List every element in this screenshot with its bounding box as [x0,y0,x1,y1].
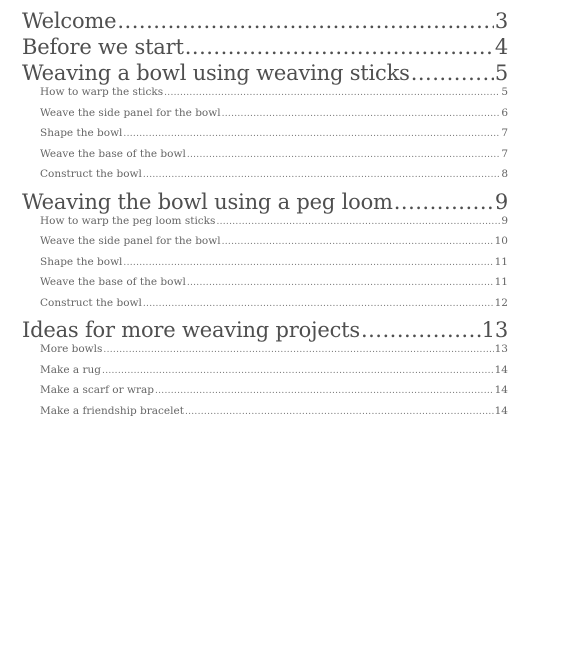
toc-entry-title: Weave the base of the bowl [40,276,186,288]
toc-page-number: 5 [501,86,508,98]
toc-entry-title: Before we start [22,35,184,59]
toc-page-number: 4 [494,35,508,59]
toc-chapter-peg-loom[interactable] [22,189,508,215]
toc-section[interactable] [22,127,508,148]
toc-section[interactable] [22,148,508,169]
dot-leader [361,317,481,343]
toc-section[interactable] [22,168,508,189]
dot-leader [187,277,494,290]
toc-section[interactable] [22,343,508,364]
toc-entry-title: How to warp the peg loom sticks [40,214,216,227]
dot-leader [117,8,493,34]
toc-chapter-welcome[interactable] [22,8,508,34]
toc-entry-title: Shape the bowl [40,127,123,139]
toc-page-number: 11 [494,276,508,288]
toc-entry-title: Make a scarf or wrap [40,384,154,396]
toc-entry-title: Construct the bowl [40,168,142,180]
toc-section[interactable] [22,276,508,297]
toc-page-number: 14 [494,384,508,396]
dot-leader [394,189,494,215]
dot-leader [187,149,500,162]
toc-chapter-before-we-start[interactable] [22,34,508,60]
dot-leader [103,344,493,357]
toc-entry-title: Weaving the bowl using a peg loom [22,189,393,214]
toc-entry-title: Shape the bowl [40,255,123,268]
toc-section[interactable] [22,235,508,256]
dot-leader [222,108,501,121]
dot-leader [123,257,493,270]
toc-section[interactable] [22,107,508,128]
toc-page-number: 9 [501,214,508,227]
toc-section[interactable] [22,405,508,426]
toc-page-number: 7 [501,147,508,160]
dot-leader [143,298,494,311]
toc-page-number: 7 [501,127,508,139]
dot-leader [155,385,494,398]
toc-entry-title: Weave the side panel for the bowl [40,235,221,247]
dot-leader [164,87,500,100]
toc-section[interactable] [22,384,508,405]
toc-entry-title: Weave the side panel for the bowl [40,106,221,119]
dot-leader [411,60,494,86]
toc-chapter-weaving-sticks[interactable] [22,60,508,86]
toc-chapter-ideas[interactable] [22,317,508,343]
dot-leader [216,216,500,229]
toc-page-number: 5 [494,61,508,85]
toc-entry-title: Make a rug [40,363,102,376]
toc-page-number: 11 [494,255,508,268]
toc-section[interactable] [22,364,508,385]
toc-page-number: 14 [494,363,508,376]
toc-page-number: 9 [494,189,508,214]
toc-page-number: 12 [494,296,508,309]
toc-page-number: 13 [481,318,508,342]
dot-leader [102,365,494,378]
toc-page-number: 6 [501,106,508,119]
toc-entry-title: Ideas for more weaving projects [22,318,360,342]
toc-page-number: 10 [494,235,508,247]
toc-page-number: 13 [494,343,508,355]
toc-entry-title: Weave the base of the bowl [40,147,186,160]
toc-page-number: 3 [494,9,508,33]
dot-leader [185,406,494,419]
toc-entry-title: Construct the bowl [40,296,142,309]
dot-leader [143,169,500,182]
toc-section[interactable] [22,256,508,277]
toc-entry-title: Welcome [22,9,117,33]
toc-page-number: 14 [494,404,508,417]
toc-entry-title: Make a friendship bracelet [40,404,184,417]
dot-leader [222,236,494,249]
dot-leader [185,34,494,60]
toc-entry-title: Weaving a bowl using weaving sticks [22,61,410,85]
toc-entry-title: How to warp the sticks [40,86,164,98]
toc-section[interactable] [22,215,508,236]
toc-section[interactable] [22,86,508,107]
table-of-contents [22,8,508,425]
toc-entry-title: More bowls [40,343,103,355]
dot-leader [123,128,500,141]
toc-page-number: 8 [501,168,508,180]
toc-section[interactable] [22,297,508,318]
